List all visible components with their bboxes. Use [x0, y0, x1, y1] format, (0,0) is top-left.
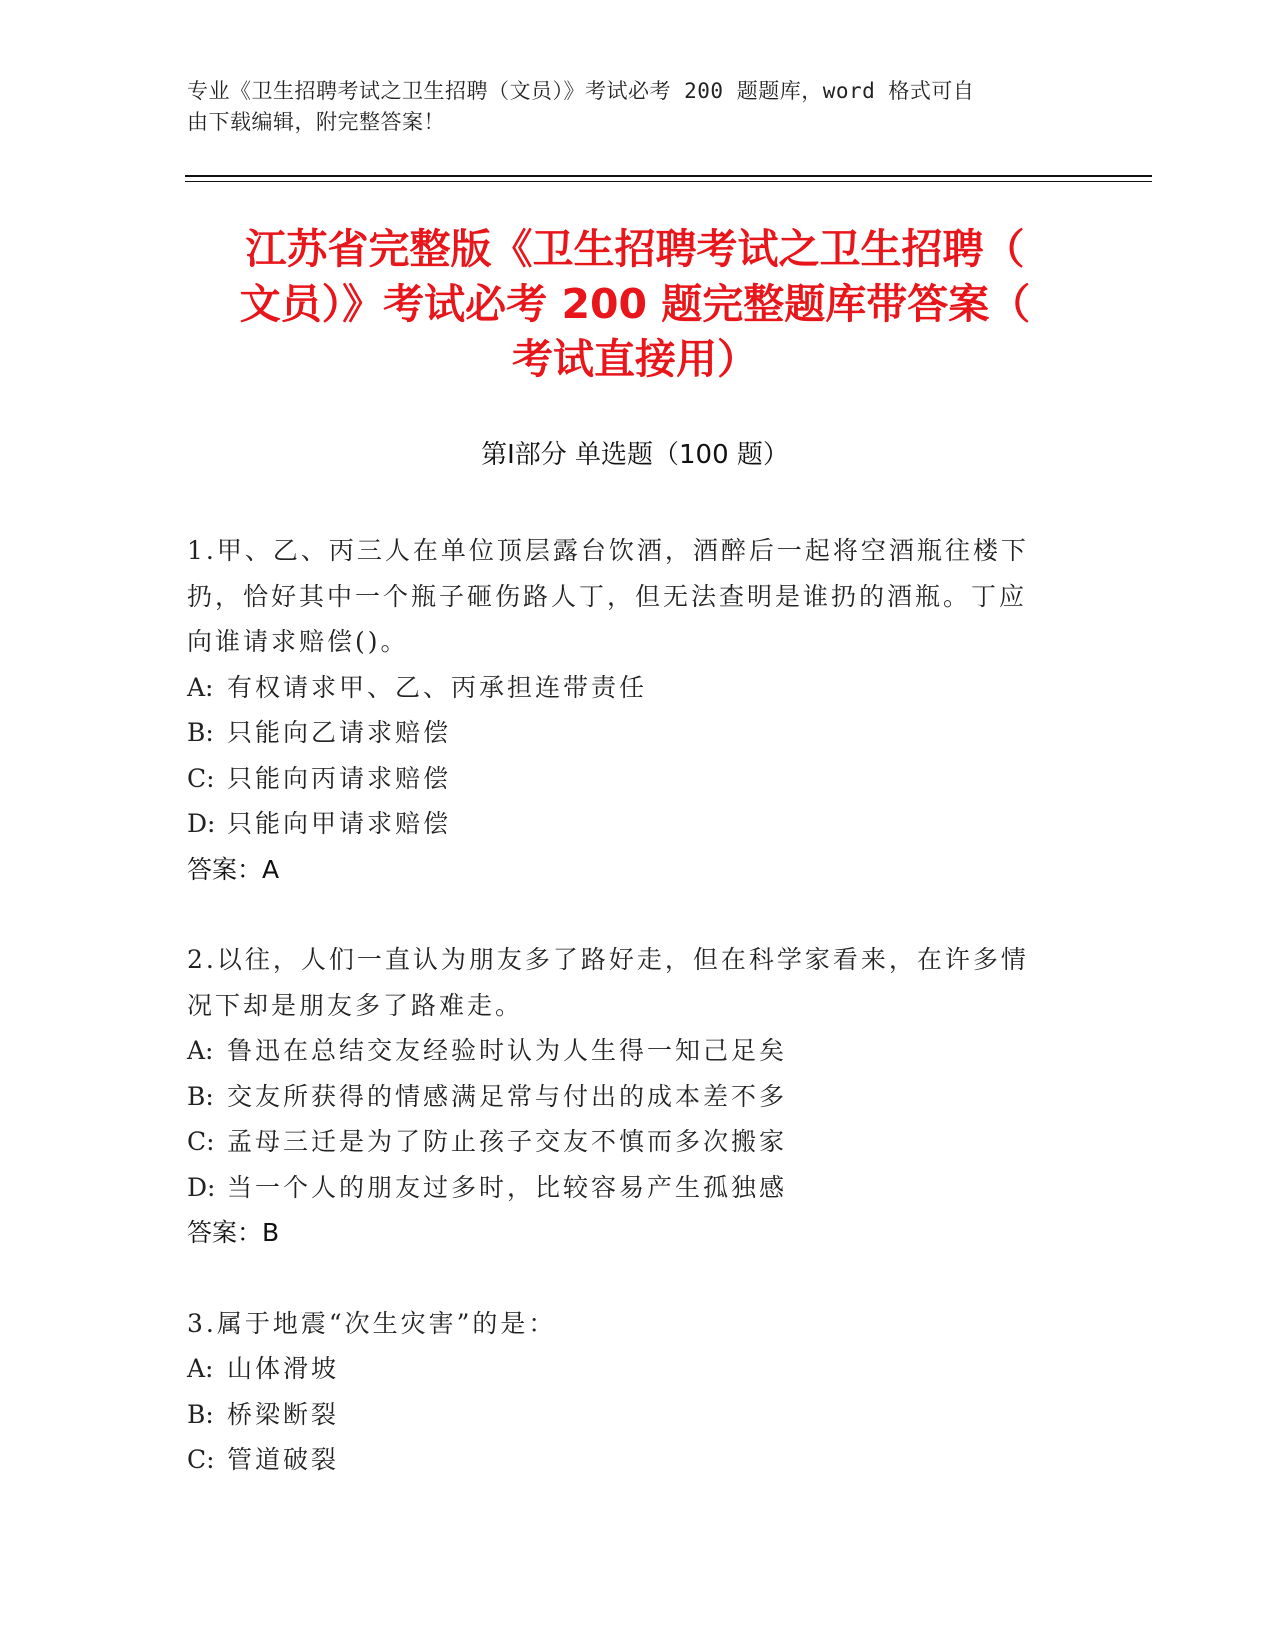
option-key: D:	[187, 809, 216, 838]
option-text: 管道破裂	[227, 1445, 340, 1474]
answer-line: 答案：B	[187, 1218, 280, 1247]
question-stem-line: 1.甲、乙、丙三人在单位顶层露台饮酒，酒醉后一起将空酒瓶往楼下	[187, 536, 1029, 565]
option-b	[187, 1392, 1067, 1438]
question-item	[187, 528, 1067, 892]
document-title-line: 考试直接用）	[512, 335, 758, 383]
option-key: B:	[187, 718, 214, 747]
header-divider-thick	[185, 175, 1152, 177]
question-stem-line: 3.属于地震“次生灾害”的是：	[187, 1308, 557, 1338]
option-text: 当一个人的朋友过多时，比较容易产生孤独感	[227, 1172, 788, 1202]
option-a	[187, 665, 1067, 711]
option-text: 只能向丙请求赔偿	[227, 763, 452, 793]
option-c	[187, 1119, 1067, 1165]
header-note-line: 专业《卫生招聘考试之卫生招聘（文员）》考试必考 200 题题库，word 格式可自	[187, 79, 975, 103]
option-text: 只能向乙请求赔偿	[227, 718, 452, 747]
option-text: 交友所获得的情感满足常与付出的成本差不多	[227, 1081, 788, 1111]
option-d	[187, 1165, 1067, 1211]
option-a	[187, 1346, 1067, 1392]
option-b	[187, 1074, 1067, 1120]
option-key: C:	[187, 1127, 215, 1156]
option-d	[187, 801, 1067, 847]
option-c	[187, 756, 1067, 802]
question-item	[187, 937, 1067, 1256]
option-key: A:	[187, 672, 214, 702]
question-stem-line: 扔，恰好其中一个瓶子砸伤路人丁，但无法查明是谁扔的酒瓶。丁应	[187, 581, 1028, 611]
option-text: 桥梁断裂	[227, 1399, 340, 1429]
header-note	[187, 76, 1067, 138]
question-list	[187, 528, 1067, 1528]
question-item	[187, 1301, 1067, 1483]
question-stem-line: 2.以往，人们一直认为朋友多了路好走，但在科学家看来，在许多情	[187, 945, 1029, 974]
option-key: C:	[187, 763, 215, 793]
option-text: 山体滑坡	[227, 1354, 340, 1383]
option-a	[187, 1028, 1067, 1074]
option-key: D:	[187, 1172, 216, 1202]
option-key: B:	[187, 1081, 214, 1111]
document-title-line: 江苏省完整版《卫生招聘考试之卫生招聘（	[245, 225, 1025, 273]
section-heading: 第Ⅰ部分 单选题（100 题）	[481, 440, 789, 470]
document-title	[185, 222, 1085, 387]
option-text: 只能向甲请求赔偿	[227, 809, 452, 838]
header-divider-thin	[185, 181, 1152, 182]
option-b	[187, 710, 1067, 756]
option-key: A:	[187, 1354, 214, 1383]
option-text: 鲁迅在总结交友经验时认为人生得一知己足矣	[227, 1036, 788, 1065]
option-key: A:	[187, 1036, 214, 1065]
question-stem-line: 向谁请求赔偿()。	[187, 627, 409, 656]
header-note-line: 由下载编辑，附完整答案！	[187, 110, 445, 134]
answer-line: 答案：A	[187, 854, 280, 884]
option-text: 孟母三迁是为了防止孩子交友不慎而多次搬家	[227, 1127, 788, 1156]
option-text: 有权请求甲、乙、丙承担连带责任	[227, 672, 648, 702]
option-key: C:	[187, 1445, 215, 1474]
question-stem-line: 况下却是朋友多了路难走。	[187, 990, 524, 1020]
document-title-line: 文员）》考试必考 200 题完整题库带答案（	[239, 280, 1031, 328]
option-c	[187, 1437, 1067, 1483]
option-key: B:	[187, 1399, 214, 1429]
